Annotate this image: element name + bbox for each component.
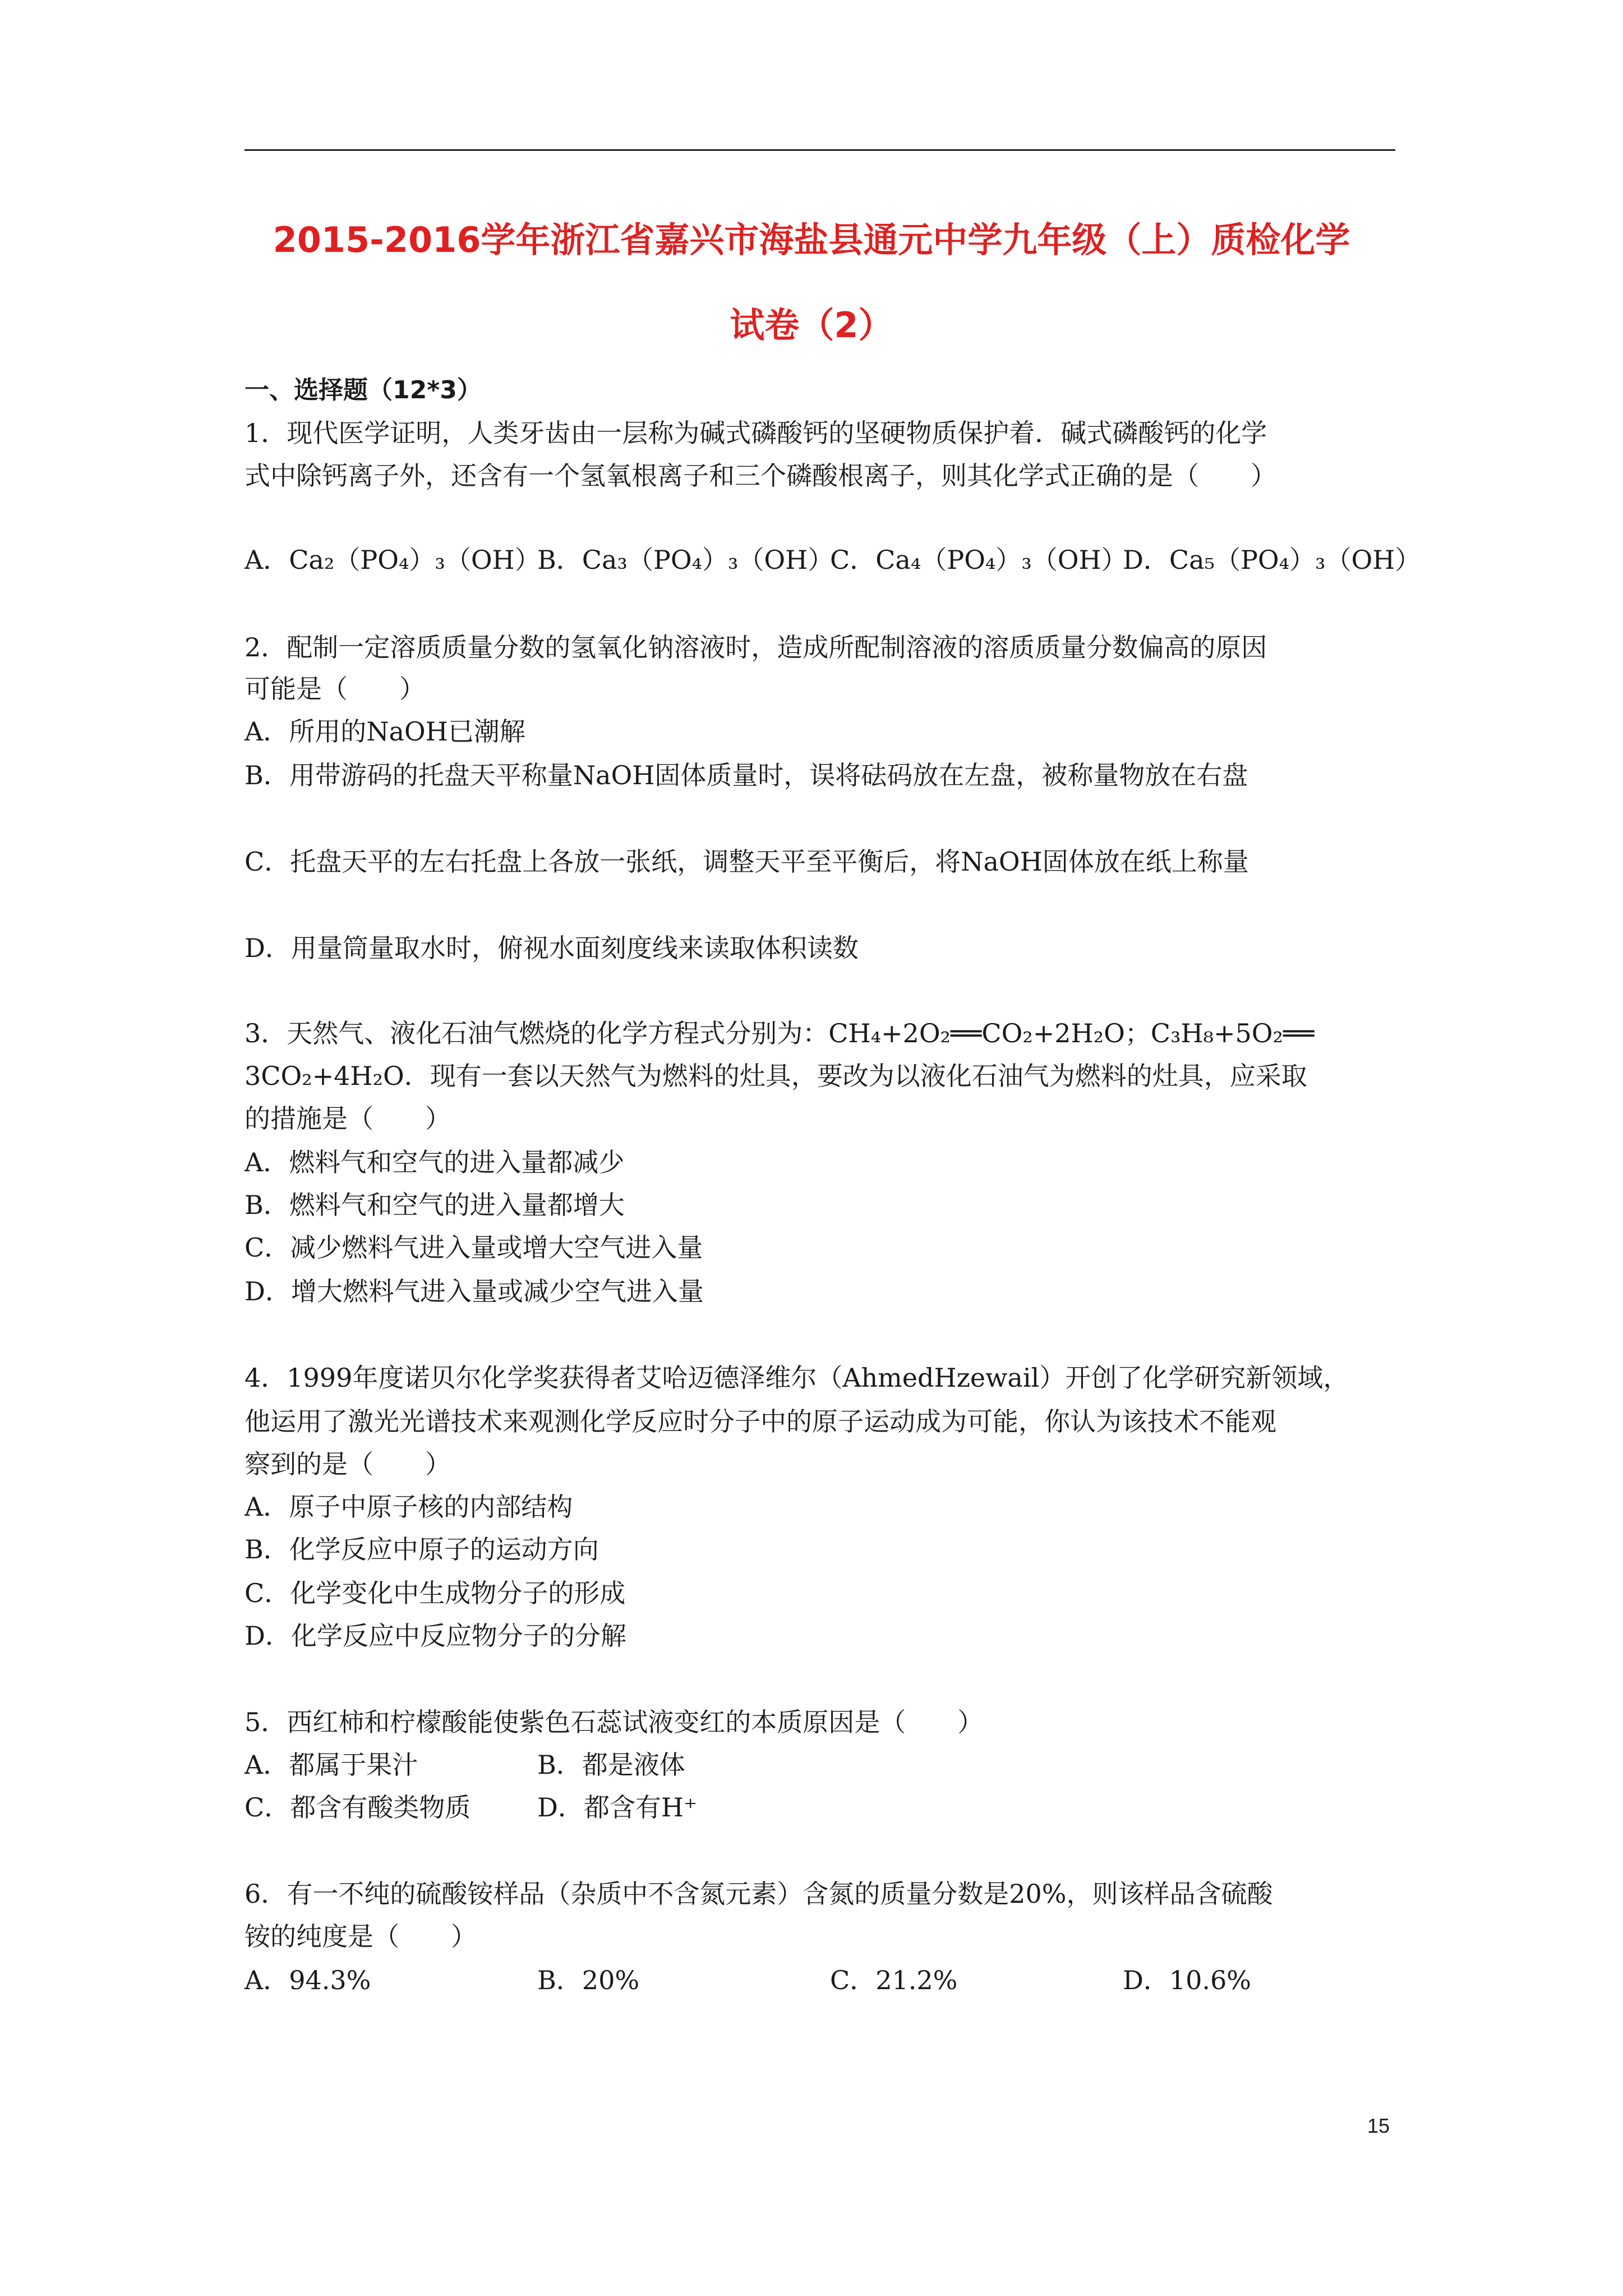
option-b: B．燃料气和空气的进入量都增大 [245, 1190, 625, 1220]
option-a: A．94.3% [245, 1965, 371, 1995]
option-b: B．用带游码的托盘天平称量NaOH固体质量时，误将砝码放在左盘，被称量物放在右盘 [245, 760, 1248, 790]
option-b: B．化学反应中原子的运动方向 [245, 1534, 599, 1565]
options-row [245, 1962, 1395, 1998]
option-c: C．21.2% [830, 1965, 958, 1995]
option-c: C．化学变化中生成物分子的形成 [245, 1578, 626, 1608]
option-d: D．都含有H⁺ [537, 1792, 698, 1823]
option-c: C．减少燃料气进入量或增大空气进入量 [245, 1232, 703, 1263]
option-d: D．用量筒量取水时，俯视水面刻度线来读取体积读数 [245, 933, 859, 963]
option-a: A．所用的NaOH已潮解 [245, 716, 525, 747]
option-c: C．Ca₄（PO₄）₃（OH） [830, 545, 1127, 575]
page-title-line-1: 2015-2016学年浙江省嘉兴市海盐县通元中学九年级（上）质检化学 [273, 219, 1350, 260]
question-stem-line: 4．1999年度诺贝尔化学奖获得者艾哈迈德泽维尔（AhmedHzewail）开创了化学研究新领域， [245, 1363, 1349, 1393]
option-d: D．增大燃料气进入量或减少空气进入量 [245, 1276, 704, 1306]
options-row [245, 542, 1421, 578]
options-row [245, 1747, 1395, 1783]
option-a: A．都属于果汁 [245, 1750, 418, 1780]
question-stem-line: 察到的是（ ） [245, 1449, 451, 1479]
option-b: B．Ca₃（PO₄）₃（OH） [537, 545, 834, 575]
page-number: 15 [1367, 2114, 1390, 2137]
section-heading: 一、选择题（12*3） [245, 376, 482, 404]
option-a: A．原子中原子核的内部结构 [245, 1492, 573, 1522]
question-stem-line: 可能是（ ） [245, 674, 425, 704]
option-d: D．Ca₅（PO₄）₃（OH） [1123, 545, 1421, 575]
option-c: C．托盘天平的左右托盘上各放一张纸，调整天平至平衡后，将NaOH固体放在纸上称量 [245, 846, 1249, 877]
question-stem-line: 铵的纯度是（ ） [245, 1921, 477, 1952]
option-a: A．燃料气和空气的进入量都减少 [245, 1147, 625, 1177]
option-b: B．都是液体 [537, 1750, 685, 1780]
option-c: C．都含有酸类物质 [245, 1792, 471, 1823]
question-stem-line: 1．现代医学证明，人类牙齿由一层称为碱式磷酸钙的坚硬物质保护着．碱式磷酸钙的化学 [245, 418, 1267, 448]
question-stem-line: 式中除钙离子外，还含有一个氢氧根离子和三个磷酸根离子，则其化学式正确的是（ ） [245, 461, 1276, 491]
option-d: D．化学反应中反应物分子的分解 [245, 1621, 626, 1651]
option-d: D．10.6% [1123, 1965, 1252, 1995]
options-row [245, 1789, 1395, 1825]
question-stem-line: 他运用了激光光谱技术来观测化学反应时分子中的原子运动成为可能，你认为该技术不能观 [245, 1406, 1276, 1437]
option-a: A．Ca₂（PO₄）₃（OH） [245, 545, 541, 575]
question-stem-line: 3．天然气、液化石油气燃烧的化学方程式分别为：CH₄+2O₂══CO₂+2H₂O；C₃H₈+5O₂══ [245, 1018, 1315, 1048]
question-stem-line: 2．配制一定溶质质量分数的氢氧化钠溶液时，造成所配制溶液的溶质质量分数偏高的原因 [245, 632, 1267, 662]
header-rule [245, 149, 1395, 151]
question-stem-line: 的措施是（ ） [245, 1103, 451, 1134]
page-title-line-2: 试卷（2） [730, 305, 893, 346]
question-stem-line: 6．有一不纯的硫酸铵样品（杂质中不含氮元素）含氮的质量分数是20%，则该样品含硫酸 [245, 1879, 1273, 1909]
question-stem-line: 5．西红柿和柠檬酸能使紫色石蕊试液变红的本质原因是（ ） [245, 1707, 984, 1737]
option-b: B．20% [537, 1965, 640, 1995]
question-stem-line: 3CO₂+4H₂O．现有一套以天然气为燃料的灶具，要改为以液化石油气为燃料的灶具，应采取 [245, 1061, 1307, 1091]
